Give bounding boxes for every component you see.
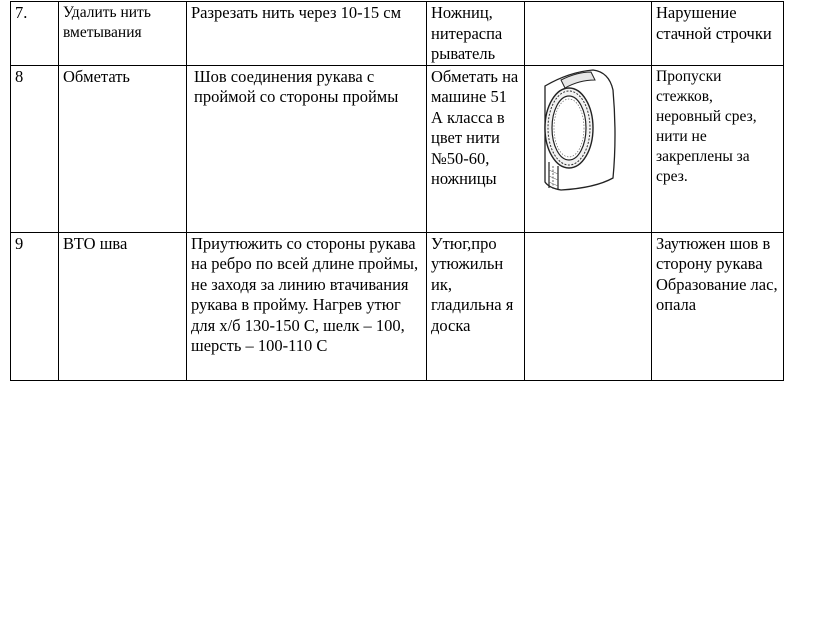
defects-cell: Заутюжен шов в сторону рукава Образование лас, опала [652, 232, 784, 380]
row-number: 8 [11, 65, 59, 232]
figure-cell [525, 232, 652, 380]
operation-cell: ВТО шва [59, 232, 187, 380]
defects-cell: Нарушение стачной строчки [652, 2, 784, 66]
figure-cell [525, 2, 652, 66]
description-cell: Разрезать нить через 10-15 см [187, 2, 427, 66]
equipment-cell: Обметать на машине 51 А класса в цвет нити №50-60, ножницы [427, 65, 525, 232]
table-row [11, 232, 784, 380]
row-number: 7. [11, 2, 59, 66]
description-cell: Приутюжить со стороны рукава на ребро по всей длине проймы, не заходя за линию втачивания рукава в пройму. Нагрев утюг для х/б 130-150 С, шелк – 100, шерсть – 100-110 С [187, 232, 427, 380]
equipment-cell: Утюг,про утюжильн ик, гладильна я доска [427, 232, 525, 380]
description-cell: Шов соединения рукава с проймой со стороны проймы [187, 65, 427, 232]
row-number: 9 [11, 232, 59, 380]
figure-cell [525, 65, 652, 232]
operation-cell: Обметать [59, 65, 187, 232]
defects-cell: Пропуски стежков, неровный срез, нити не закреплены за срез. [652, 65, 784, 232]
operation-cell: Удалить нить вметывания [59, 2, 187, 66]
sleeve-armhole-sketch-icon [525, 66, 652, 216]
equipment-cell: Ножниц, нитераспа рыватель [427, 2, 525, 66]
technology-table [10, 1, 784, 381]
table-row [11, 65, 784, 232]
table-row [11, 2, 784, 66]
